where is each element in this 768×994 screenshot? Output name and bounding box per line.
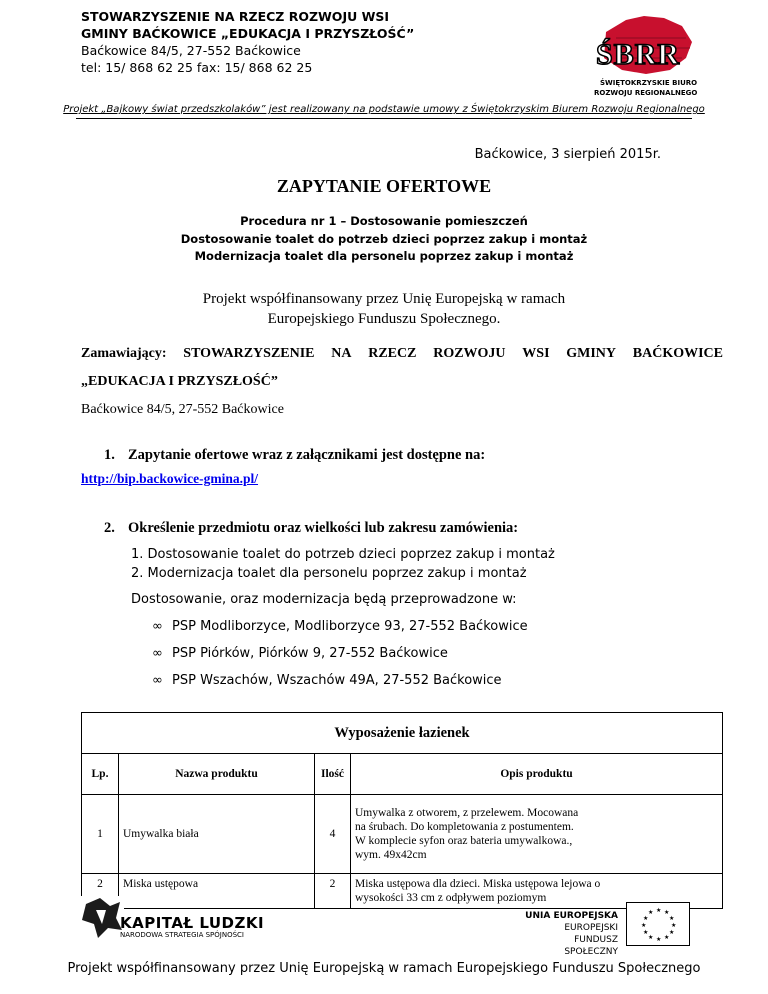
location-text: PSP Piórków, Piórków 9, 27-552 Baćkowice (172, 646, 448, 661)
infinity-bullet-icon: ∞ (152, 646, 163, 661)
cell-name: Miska ustępowa (119, 874, 315, 909)
location-item (152, 619, 528, 634)
org-name-line1: STOWARZYSZENIE NA RZECZ ROZWOJU WSI (81, 9, 390, 24)
table-caption: Wyposażenie łazienek (82, 713, 723, 754)
svg-text:★: ★ (664, 909, 670, 916)
section-1-heading: Zapytanie ofertowe wraz z załącznikami jest dostępne na: (128, 447, 486, 463)
project-note: Projekt „Bajkowy świat przedszkolaków” jest realizowany na podstawie umowy z Świętokrzyskim Biurem Rozwoju Regionalnego (63, 104, 705, 115)
cell-lp: 2 (82, 874, 119, 909)
locations-intro: Dostosowanie, oraz modernizacja będą przeprowadzone w: (131, 592, 517, 607)
orderer-word: Zamawiający: (81, 346, 167, 361)
orderer-word: RZECZ (368, 346, 417, 361)
orderer-word: BAĆKOWICE (632, 346, 723, 361)
svg-text:★: ★ (671, 922, 677, 929)
svg-text:★: ★ (641, 922, 647, 929)
kapital-ludzki-title: KAPITAŁ LUDZKI (120, 914, 265, 932)
svg-text:★: ★ (669, 915, 675, 922)
header-desc: Opis produktu (351, 754, 723, 795)
header-lp: Lp. (82, 754, 119, 795)
svg-text:★: ★ (664, 934, 670, 941)
section-2-number: 2. (104, 520, 115, 536)
orderer-word: STOWARZYSZENIE (183, 346, 315, 361)
header-qty: Ilość (315, 754, 351, 795)
cell-name: Umywalka biała (119, 795, 315, 874)
orderer-line-1 (81, 346, 723, 362)
desc-line: Miska ustępowa dla dzieci. Miska ustępowa lejowa o (355, 878, 601, 890)
orderer-word: WSI (522, 346, 550, 361)
cell-qty: 2 (315, 874, 351, 909)
location-text: PSP Modliborzyce, Modliborzyce 93, 27-552 Baćkowice (172, 619, 528, 634)
svg-text:★: ★ (648, 934, 654, 941)
org-address: Baćkowice 84/5, 27-552 Baćkowice (81, 43, 301, 58)
section-2-heading: Określenie przedmiotu oraz wielkości lub zakresu zamówienia: (128, 520, 519, 536)
sbrr-logo-text: ŚBRR (596, 38, 681, 71)
cell-lp: 1 (82, 795, 119, 874)
bip-link[interactable]: http://bip.backowice-gmina.pl/ (81, 471, 259, 486)
scope-item-2: 2. Modernizacja toalet dla personelu poprzez zakup i montaż (131, 566, 527, 581)
location-item (152, 673, 502, 688)
cofinance-line-1: Projekt współfinansowany przez Unię Europejską w ramach (202, 291, 566, 307)
orderer-word: GMINY (566, 346, 617, 361)
location-text: PSP Wszachów, Wszachów 49A, 27-552 Baćkowice (172, 673, 502, 688)
procedure-line-2: Dostosowanie toalet do potrzeb dzieci poprzez zakup i montaż (180, 231, 588, 246)
cofinance-line-2: Europejskiego Funduszu Społecznego. (267, 311, 501, 327)
section-1-number: 1. (104, 447, 115, 463)
header-name: Nazwa produktu (119, 754, 315, 795)
scope-item-1: 1. Dostosowanie toalet do potrzeb dzieci poprzez zakup i montaż (131, 547, 555, 562)
cofinance-block (0, 289, 768, 329)
svg-text:★: ★ (648, 909, 654, 916)
cell-qty: 4 (315, 795, 351, 874)
procedure-block (0, 213, 768, 266)
sbrr-caption-1: ŚWIĘTOKRZYSKIE BIURO (600, 79, 698, 87)
procedure-line-1: Procedura nr 1 – Dostosowanie pomieszczeń (240, 214, 528, 228)
svg-text:★: ★ (656, 936, 662, 943)
org-phone: tel: 15/ 868 62 25 fax: 15/ 868 62 25 (81, 60, 313, 75)
kapital-ludzki-logo-icon (80, 896, 124, 940)
document-date: Baćkowice, 3 sierpień 2015r. (474, 147, 661, 162)
document-title: ZAPYTANIE OFERTOWE (276, 176, 492, 196)
desc-line: W komplecie syfon oraz bateria umywalkowa., (355, 835, 573, 847)
cell-desc (351, 795, 723, 874)
desc-line: na śrubach. Do kompletowania z postumentem. (355, 821, 574, 833)
svg-text:★: ★ (656, 907, 662, 914)
org-name-line2: GMINY BAĆKOWICE „EDUKACJA I PRZYSZŁOŚĆ” (81, 26, 415, 41)
eu-flag-icon (626, 902, 690, 946)
equipment-table (81, 712, 723, 909)
table-header-row (82, 754, 723, 795)
eu-line-3: FUNDUSZ SPOŁECZNY (564, 935, 618, 957)
footer-note: Projekt współfinansowany przez Unię Europejską w ramach Europejskiego Funduszu Społecznego (67, 961, 701, 976)
eu-text-block (518, 910, 618, 958)
orderer-address: Baćkowice 84/5, 27-552 Baćkowice (81, 402, 284, 417)
eu-line-1: UNIA EUROPEJSKA (525, 911, 618, 921)
sbrr-logo (586, 12, 704, 104)
procedure-line-3: Modernizacja toalet dla personelu poprzez zakup i montaż (194, 249, 574, 263)
orderer-line-2: „EDUKACJA I PRZYSZŁOŚĆ” (81, 374, 278, 389)
sbrr-caption-2: ROZWOJU REGIONALNEGO (594, 89, 698, 97)
orderer-word: ROZWOJU (433, 346, 506, 361)
infinity-bullet-icon: ∞ (152, 673, 163, 688)
desc-line: wym. 49x42cm (355, 849, 427, 861)
infinity-bullet-icon: ∞ (152, 619, 163, 634)
eu-line-2: EUROPEJSKI (564, 923, 618, 933)
kapital-ludzki-sub: NARODOWA STRATEGIA SPÓJNOŚCI (120, 931, 244, 939)
desc-line: wysokości 33 cm z odpływem poziomym (355, 892, 547, 904)
orderer-word: NA (331, 346, 352, 361)
location-item (152, 646, 448, 661)
svg-text:★: ★ (643, 915, 649, 922)
svg-text:★: ★ (643, 929, 649, 936)
table-row (82, 795, 723, 874)
desc-line: Umywalka z otworem, z przelewem. Mocowana (355, 807, 579, 819)
header-divider (76, 118, 692, 119)
svg-text:★: ★ (669, 929, 675, 936)
